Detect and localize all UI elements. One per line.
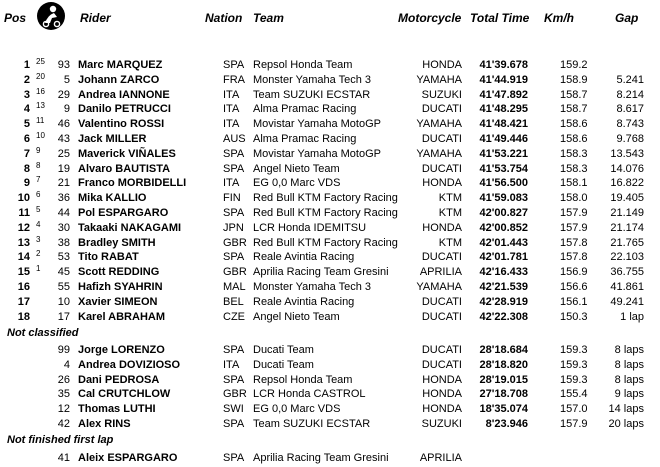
- cell-rider-name: Tito RABAT: [78, 251, 139, 263]
- cell-gap: 8 laps: [614, 344, 644, 356]
- cell-rider-name: Takaaki NAKAGAMI: [78, 222, 182, 234]
- cell-nation: BEL: [223, 296, 244, 308]
- cell-team: Alma Pramac Racing: [253, 103, 357, 115]
- cell-rider-name: Andrea IANNONE: [78, 89, 170, 101]
- cell-speed: 157.0: [560, 403, 588, 415]
- cell-number: 26: [57, 374, 70, 386]
- cell-rider-name: Xavier SIMEON: [78, 296, 158, 308]
- cell-nation: FRA: [223, 74, 245, 86]
- cell-speed: 158.9: [560, 74, 588, 86]
- cell-pos: 13: [17, 237, 30, 249]
- cell-rider-name: Franco MORBIDELLI: [78, 177, 187, 189]
- cell-nation: SPA: [223, 207, 245, 219]
- cell-gap: 8.214: [616, 89, 644, 101]
- cell-nation: SPA: [223, 251, 245, 263]
- cell-total-time: 42'16.433: [479, 266, 528, 278]
- cell-team: Ducati Team: [253, 344, 314, 356]
- cell-total-time: 42'01.781: [479, 251, 528, 263]
- cell-motorcycle: SUZUKI: [421, 89, 462, 101]
- cell-nation: MAL: [223, 281, 246, 293]
- cell-team: Reale Avintia Racing: [253, 251, 355, 263]
- cell-motorcycle: YAMAHA: [416, 148, 462, 160]
- cell-nation: SPA: [223, 148, 245, 160]
- cell-motorcycle: DUCATI: [421, 296, 462, 308]
- cell-gap: 1 lap: [620, 311, 644, 323]
- cell-total-time: 28'19.015: [479, 374, 528, 386]
- cell-nation: CZE: [223, 311, 245, 323]
- cell-speed: 155.4: [560, 388, 588, 400]
- cell-points: 11: [36, 116, 45, 125]
- cell-rider-name: Alvaro BAUTISTA: [78, 163, 171, 175]
- results-header: [0, 0, 660, 36]
- cell-pos: 3: [23, 89, 30, 101]
- cell-team: Red Bull KTM Factory Racing: [253, 207, 398, 219]
- section-label: Not classified: [7, 327, 79, 339]
- cell-motorcycle: DUCATI: [421, 133, 462, 145]
- cell-pos: 5: [23, 118, 30, 130]
- cell-motorcycle: DUCATI: [421, 251, 462, 263]
- table-row: [0, 250, 660, 264]
- cell-pos: 11: [18, 207, 30, 219]
- cell-speed: 157.9: [560, 207, 588, 219]
- table-row: [0, 358, 660, 372]
- cell-team: Aprilia Racing Team Gresini: [253, 266, 389, 278]
- cell-total-time: 42'01.443: [479, 237, 528, 249]
- cell-motorcycle: HONDA: [422, 222, 462, 234]
- table-row: [0, 310, 660, 324]
- cell-speed: 158.7: [560, 103, 588, 115]
- cell-points: 4: [36, 220, 41, 229]
- header-motorcycle: Motorcycle: [398, 11, 462, 25]
- cell-total-time: 42'28.919: [479, 296, 528, 308]
- table-row: [0, 417, 660, 431]
- cell-speed: 157.9: [560, 222, 588, 234]
- cell-team: Ducati Team: [253, 359, 314, 371]
- table-row: [0, 295, 660, 309]
- cell-number: 99: [57, 344, 70, 356]
- table-row: [0, 147, 660, 161]
- cell-total-time: 41'49.446: [479, 133, 528, 145]
- table-row: [0, 88, 660, 102]
- cell-number: 93: [57, 59, 70, 71]
- cell-motorcycle: KTM: [438, 192, 462, 204]
- header-kmh: Km/h: [544, 11, 574, 25]
- cell-motorcycle: SUZUKI: [421, 418, 462, 430]
- cell-total-time: 42'00.827: [479, 207, 528, 219]
- cell-speed: 159.3: [560, 344, 588, 356]
- cell-nation: SPA: [223, 344, 245, 356]
- table-row: [0, 58, 660, 72]
- header-total-time: Total Time: [470, 11, 530, 25]
- cell-total-time: 41'56.500: [479, 177, 528, 189]
- cell-rider-name: Cal CRUTCHLOW: [78, 388, 171, 400]
- cell-number: 44: [57, 207, 70, 219]
- cell-total-time: 41'39.678: [479, 59, 528, 71]
- cell-pos: 15: [17, 266, 30, 278]
- cell-points: 8: [36, 161, 41, 170]
- cell-points: 7: [36, 175, 41, 184]
- cell-number: 36: [57, 192, 70, 204]
- cell-total-time: 42'22.308: [479, 311, 528, 323]
- cell-number: 46: [57, 118, 70, 130]
- header-pos: Pos: [4, 11, 27, 25]
- table-row: [0, 176, 660, 190]
- cell-pos: 18: [17, 311, 30, 323]
- cell-gap: 14.076: [610, 163, 644, 175]
- cell-total-time: 41'53.754: [479, 163, 528, 175]
- cell-gap: 21.174: [610, 222, 644, 234]
- cell-nation: ITA: [223, 89, 240, 101]
- cell-speed: 158.1: [560, 177, 588, 189]
- cell-total-time: 41'59.083: [479, 192, 528, 204]
- cell-team: Monster Yamaha Tech 3: [253, 281, 372, 293]
- cell-gap: 13.543: [610, 148, 644, 160]
- cell-motorcycle: HONDA: [422, 403, 462, 415]
- motorcycle-rider-icon: [36, 1, 66, 31]
- cell-nation: SWI: [223, 403, 244, 415]
- cell-rider-name: Bradley SMITH: [78, 237, 156, 249]
- cell-team: Red Bull KTM Factory Racing: [253, 192, 398, 204]
- cell-team: Team SUZUKI ECSTAR: [253, 89, 371, 101]
- cell-speed: 156.1: [560, 296, 588, 308]
- cell-pos: 4: [23, 103, 30, 115]
- cell-team: Team SUZUKI ECSTAR: [253, 418, 371, 430]
- table-row: [0, 451, 660, 465]
- cell-team: Angel Nieto Team: [253, 163, 340, 175]
- cell-speed: 159.2: [560, 59, 588, 71]
- table-row: [0, 221, 660, 235]
- cell-gap: 5.241: [616, 74, 644, 86]
- cell-gap: 14 laps: [608, 403, 644, 415]
- cell-speed: 156.6: [560, 281, 588, 293]
- cell-team: Aprilia Racing Team Gresini: [253, 452, 389, 464]
- section-label: Not finished first lap: [7, 434, 114, 446]
- cell-number: 21: [57, 177, 70, 189]
- cell-gap: 9 laps: [614, 388, 644, 400]
- cell-number: 55: [57, 281, 70, 293]
- cell-motorcycle: KTM: [438, 207, 462, 219]
- cell-points: 9: [36, 146, 41, 155]
- cell-motorcycle: HONDA: [422, 59, 462, 71]
- cell-team: Repsol Honda Team: [253, 374, 353, 386]
- cell-team: Movistar Yamaha MotoGP: [253, 118, 381, 130]
- table-row: [0, 373, 660, 387]
- cell-total-time: 42'00.852: [479, 222, 528, 234]
- cell-rider-name: Aleix ESPARGARO: [78, 452, 178, 464]
- cell-number: 45: [57, 266, 70, 278]
- cell-gap: 16.822: [610, 177, 644, 189]
- cell-rider-name: Alex RINS: [78, 418, 131, 430]
- cell-number: 43: [57, 133, 70, 145]
- cell-gap: 36.755: [610, 266, 644, 278]
- cell-rider-name: Jack MILLER: [78, 133, 147, 145]
- cell-rider-name: Scott REDDING: [78, 266, 160, 278]
- cell-nation: SPA: [223, 452, 245, 464]
- cell-number: 12: [57, 403, 70, 415]
- cell-rider-name: Hafizh SYAHRIN: [78, 281, 163, 293]
- header-gap: Gap: [615, 11, 639, 25]
- cell-pos: 7: [23, 148, 30, 160]
- cell-pos: 1: [23, 59, 30, 71]
- cell-motorcycle: YAMAHA: [416, 281, 462, 293]
- cell-total-time: 41'48.295: [479, 103, 528, 115]
- cell-motorcycle: YAMAHA: [416, 74, 462, 86]
- cell-number: 19: [57, 163, 70, 175]
- cell-total-time: 42'21.539: [479, 281, 528, 293]
- cell-pos: 14: [17, 251, 30, 263]
- cell-team: Repsol Honda Team: [253, 59, 353, 71]
- cell-nation: GBR: [223, 388, 247, 400]
- cell-team: EG 0,0 Marc VDS: [253, 177, 341, 189]
- cell-points: 3: [36, 235, 41, 244]
- cell-rider-name: Mika KALLIO: [78, 192, 147, 204]
- cell-rider-name: Dani PEDROSA: [78, 374, 160, 386]
- cell-speed: 157.8: [560, 251, 588, 263]
- cell-gap: 21.149: [610, 207, 644, 219]
- cell-team: Alma Pramac Racing: [253, 133, 357, 145]
- cell-motorcycle: YAMAHA: [416, 118, 462, 130]
- table-row: [0, 132, 660, 146]
- header-team: Team: [253, 11, 284, 25]
- cell-motorcycle: DUCATI: [421, 359, 462, 371]
- cell-points: 20: [36, 72, 45, 81]
- cell-gap: 8 laps: [614, 359, 644, 371]
- cell-total-time: 27'18.708: [479, 388, 528, 400]
- cell-nation: GBR: [223, 237, 247, 249]
- cell-pos: 2: [23, 74, 30, 86]
- table-row: [0, 236, 660, 250]
- cell-motorcycle: APRILIA: [419, 452, 462, 464]
- cell-pos: 6: [23, 133, 30, 145]
- cell-team: Monster Yamaha Tech 3: [253, 74, 372, 86]
- cell-rider-name: Danilo PETRUCCI: [78, 103, 171, 115]
- cell-points: 13: [36, 101, 45, 110]
- cell-points: 10: [36, 131, 45, 140]
- cell-rider-name: Valentino ROSSI: [78, 118, 165, 130]
- cell-number: 41: [57, 452, 70, 464]
- cell-pos: 16: [17, 281, 30, 293]
- cell-nation: AUS: [223, 133, 246, 145]
- cell-number: 30: [57, 222, 70, 234]
- cell-motorcycle: DUCATI: [421, 311, 462, 323]
- cell-speed: 157.9: [560, 418, 588, 430]
- cell-team: LCR Honda IDEMITSU: [253, 222, 367, 234]
- cell-speed: 159.3: [560, 374, 588, 386]
- cell-number: 4: [63, 359, 70, 371]
- table-row: [0, 265, 660, 279]
- table-row: [0, 102, 660, 116]
- cell-number: 17: [57, 311, 70, 323]
- cell-team: EG 0,0 Marc VDS: [253, 403, 341, 415]
- cell-motorcycle: KTM: [438, 237, 462, 249]
- cell-nation: ITA: [223, 103, 240, 115]
- cell-rider-name: Andrea DOVIZIOSO: [78, 359, 181, 371]
- cell-nation: FIN: [223, 192, 241, 204]
- cell-nation: GBR: [223, 266, 247, 278]
- cell-gap: 8 laps: [614, 374, 644, 386]
- cell-speed: 158.6: [560, 118, 588, 130]
- cell-nation: ITA: [223, 177, 240, 189]
- cell-gap: 20 laps: [608, 418, 644, 430]
- table-row: [0, 162, 660, 176]
- cell-total-time: 8'23.946: [485, 418, 528, 430]
- cell-gap: 8.743: [616, 118, 644, 130]
- cell-points: 1: [36, 264, 41, 273]
- cell-points: 6: [36, 190, 41, 199]
- cell-speed: 157.8: [560, 237, 588, 249]
- table-row: [0, 73, 660, 87]
- cell-pos: 12: [17, 222, 30, 234]
- cell-points: 2: [36, 249, 41, 258]
- cell-team: Reale Avintia Racing: [253, 296, 355, 308]
- cell-total-time: 18'35.074: [479, 403, 528, 415]
- cell-speed: 158.3: [560, 148, 588, 160]
- cell-total-time: 28'18.684: [479, 344, 528, 356]
- cell-points: 25: [36, 57, 45, 66]
- cell-nation: ITA: [223, 118, 240, 130]
- cell-nation: SPA: [223, 59, 245, 71]
- cell-gap: 22.103: [610, 251, 644, 263]
- cell-speed: 158.6: [560, 133, 588, 145]
- cell-rider-name: Pol ESPARGARO: [78, 207, 169, 219]
- cell-total-time: 41'44.919: [479, 74, 528, 86]
- cell-speed: 158.7: [560, 89, 588, 101]
- cell-motorcycle: DUCATI: [421, 163, 462, 175]
- table-row: [0, 387, 660, 401]
- cell-number: 42: [57, 418, 70, 430]
- header-rider: Rider: [80, 11, 111, 25]
- cell-motorcycle: HONDA: [422, 374, 462, 386]
- header-nation: Nation: [205, 11, 243, 25]
- cell-rider-name: Marc MARQUEZ: [78, 59, 163, 71]
- cell-number: 9: [63, 103, 70, 115]
- cell-team: Angel Nieto Team: [253, 311, 340, 323]
- cell-motorcycle: HONDA: [422, 388, 462, 400]
- cell-number: 35: [57, 388, 70, 400]
- cell-points: 16: [36, 87, 45, 96]
- table-row: [0, 402, 660, 416]
- cell-rider-name: Maverick VIÑALES: [78, 148, 176, 160]
- table-row: [0, 343, 660, 357]
- cell-rider-name: Thomas LUTHI: [78, 403, 156, 415]
- cell-speed: 156.9: [560, 266, 588, 278]
- cell-motorcycle: APRILIA: [419, 266, 462, 278]
- table-row: [0, 206, 660, 220]
- cell-total-time: 41'53.221: [479, 148, 528, 160]
- cell-nation: SPA: [223, 374, 245, 386]
- cell-total-time: 41'47.892: [479, 89, 528, 101]
- cell-team: LCR Honda CASTROL: [253, 388, 366, 400]
- table-row: [0, 280, 660, 294]
- cell-number: 29: [57, 89, 70, 101]
- cell-speed: 158.0: [560, 192, 588, 204]
- cell-gap: 41.861: [610, 281, 644, 293]
- cell-motorcycle: HONDA: [422, 177, 462, 189]
- cell-team: Movistar Yamaha MotoGP: [253, 148, 381, 160]
- cell-motorcycle: DUCATI: [421, 103, 462, 115]
- cell-speed: 150.3: [560, 311, 588, 323]
- cell-total-time: 28'18.820: [479, 359, 528, 371]
- cell-team: Red Bull KTM Factory Racing: [253, 237, 398, 249]
- cell-gap: 8.617: [616, 103, 644, 115]
- cell-number: 38: [57, 237, 70, 249]
- cell-pos: 17: [17, 296, 30, 308]
- cell-number: 10: [57, 296, 70, 308]
- cell-pos: 9: [23, 177, 30, 189]
- cell-rider-name: Karel ABRAHAM: [78, 311, 165, 323]
- cell-gap: 9.768: [616, 133, 644, 145]
- cell-number: 53: [57, 251, 70, 263]
- cell-nation: ITA: [223, 359, 240, 371]
- cell-pos: 8: [23, 163, 30, 175]
- cell-number: 25: [57, 148, 70, 160]
- cell-speed: 158.3: [560, 163, 588, 175]
- cell-total-time: 41'48.421: [479, 118, 528, 130]
- cell-nation: SPA: [223, 163, 245, 175]
- cell-points: 5: [36, 205, 41, 214]
- cell-number: 5: [63, 74, 70, 86]
- cell-gap: 19.405: [610, 192, 644, 204]
- cell-nation: JPN: [223, 222, 244, 234]
- table-row: [0, 117, 660, 131]
- cell-pos: 10: [17, 192, 30, 204]
- table-row: [0, 191, 660, 205]
- cell-speed: 159.3: [560, 359, 588, 371]
- cell-nation: SPA: [223, 418, 245, 430]
- cell-rider-name: Jorge LORENZO: [78, 344, 165, 356]
- cell-gap: 49.241: [610, 296, 644, 308]
- cell-gap: 21.765: [610, 237, 644, 249]
- cell-motorcycle: DUCATI: [421, 344, 462, 356]
- cell-rider-name: Johann ZARCO: [78, 74, 160, 86]
